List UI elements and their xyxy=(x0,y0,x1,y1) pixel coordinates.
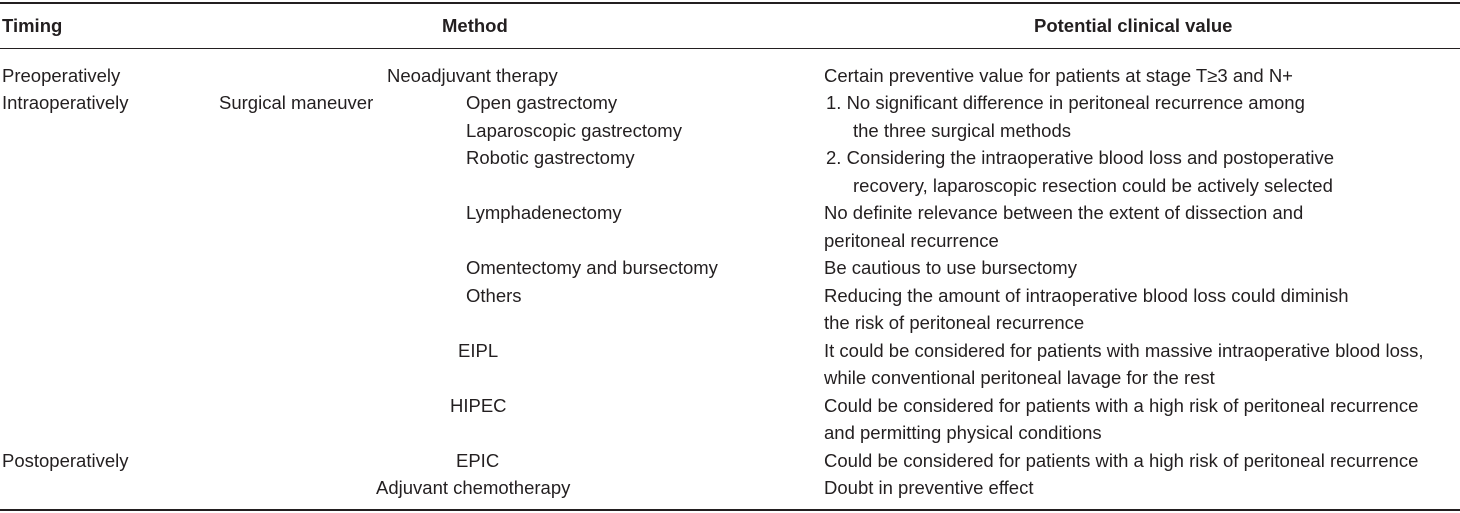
header-rule xyxy=(0,48,1460,49)
value-others-line2: the risk of peritoneal recurrence xyxy=(824,312,1085,333)
bottom-rule xyxy=(0,509,1460,511)
value-surgical-point-1-cont: the three surgical methods xyxy=(853,120,1072,141)
value-adjuvant-chemotherapy: Doubt in preventive effect xyxy=(824,477,1034,498)
method-others: Others xyxy=(466,285,522,306)
method-robotic-gastrectomy: Robotic gastrectomy xyxy=(466,147,635,168)
value-eipl-line1: It could be considered for patients with massive intraoperative blood loss, xyxy=(824,340,1424,361)
method-epic: EPIC xyxy=(456,450,500,471)
header-method: Method xyxy=(442,15,508,36)
value-epic: Could be considered for patients with a high risk of peritoneal recurrence xyxy=(824,450,1419,471)
timing-intraoperatively: Intraoperatively xyxy=(2,92,129,113)
header-timing: Timing xyxy=(2,15,63,36)
header-potential-clinical-value: Potential clinical value xyxy=(1034,15,1233,36)
value-lymphadenectomy-line1: No definite relevance between the extent of dissection and xyxy=(824,202,1304,223)
method-hipec: HIPEC xyxy=(450,395,507,416)
top-rule xyxy=(0,2,1460,4)
value-others-line1: Reducing the amount of intraoperative blood loss could diminish xyxy=(824,285,1349,306)
method-eipl: EIPL xyxy=(458,340,499,361)
method-surgical-maneuver: Surgical maneuver xyxy=(219,92,374,113)
value-eipl-line2: while conventional peritoneal lavage for the rest xyxy=(824,367,1215,388)
value-omentectomy-bursectomy: Be cautious to use bursectomy xyxy=(824,257,1077,278)
value-lymphadenectomy-line2: peritoneal recurrence xyxy=(824,230,999,251)
timing-preoperatively: Preoperatively xyxy=(2,65,121,86)
method-laparoscopic-gastrectomy: Laparoscopic gastrectomy xyxy=(466,120,682,141)
value-hipec-line2: and permitting physical conditions xyxy=(824,422,1102,443)
value-surgical-point-2: 2. Considering the intraoperative blood loss and postoperative xyxy=(826,147,1335,168)
value-hipec-line1: Could be considered for patients with a high risk of peritoneal recurrence xyxy=(824,395,1419,416)
value-surgical-point-1: 1. No significant difference in peritoneal recurrence among xyxy=(826,92,1305,113)
method-lymphadenectomy: Lymphadenectomy xyxy=(466,202,622,223)
method-omentectomy-bursectomy: Omentectomy and bursectomy xyxy=(466,257,718,278)
timing-postoperatively: Postoperatively xyxy=(2,450,129,471)
method-neoadjuvant-therapy: Neoadjuvant therapy xyxy=(387,65,558,86)
method-open-gastrectomy: Open gastrectomy xyxy=(466,92,618,113)
value-neoadjuvant-therapy: Certain preventive value for patients at stage T≥3 and N+ xyxy=(824,65,1293,86)
method-adjuvant-chemotherapy: Adjuvant chemotherapy xyxy=(376,477,571,498)
value-surgical-point-2-cont: recovery, laparoscopic resection could be actively selected xyxy=(853,175,1333,196)
